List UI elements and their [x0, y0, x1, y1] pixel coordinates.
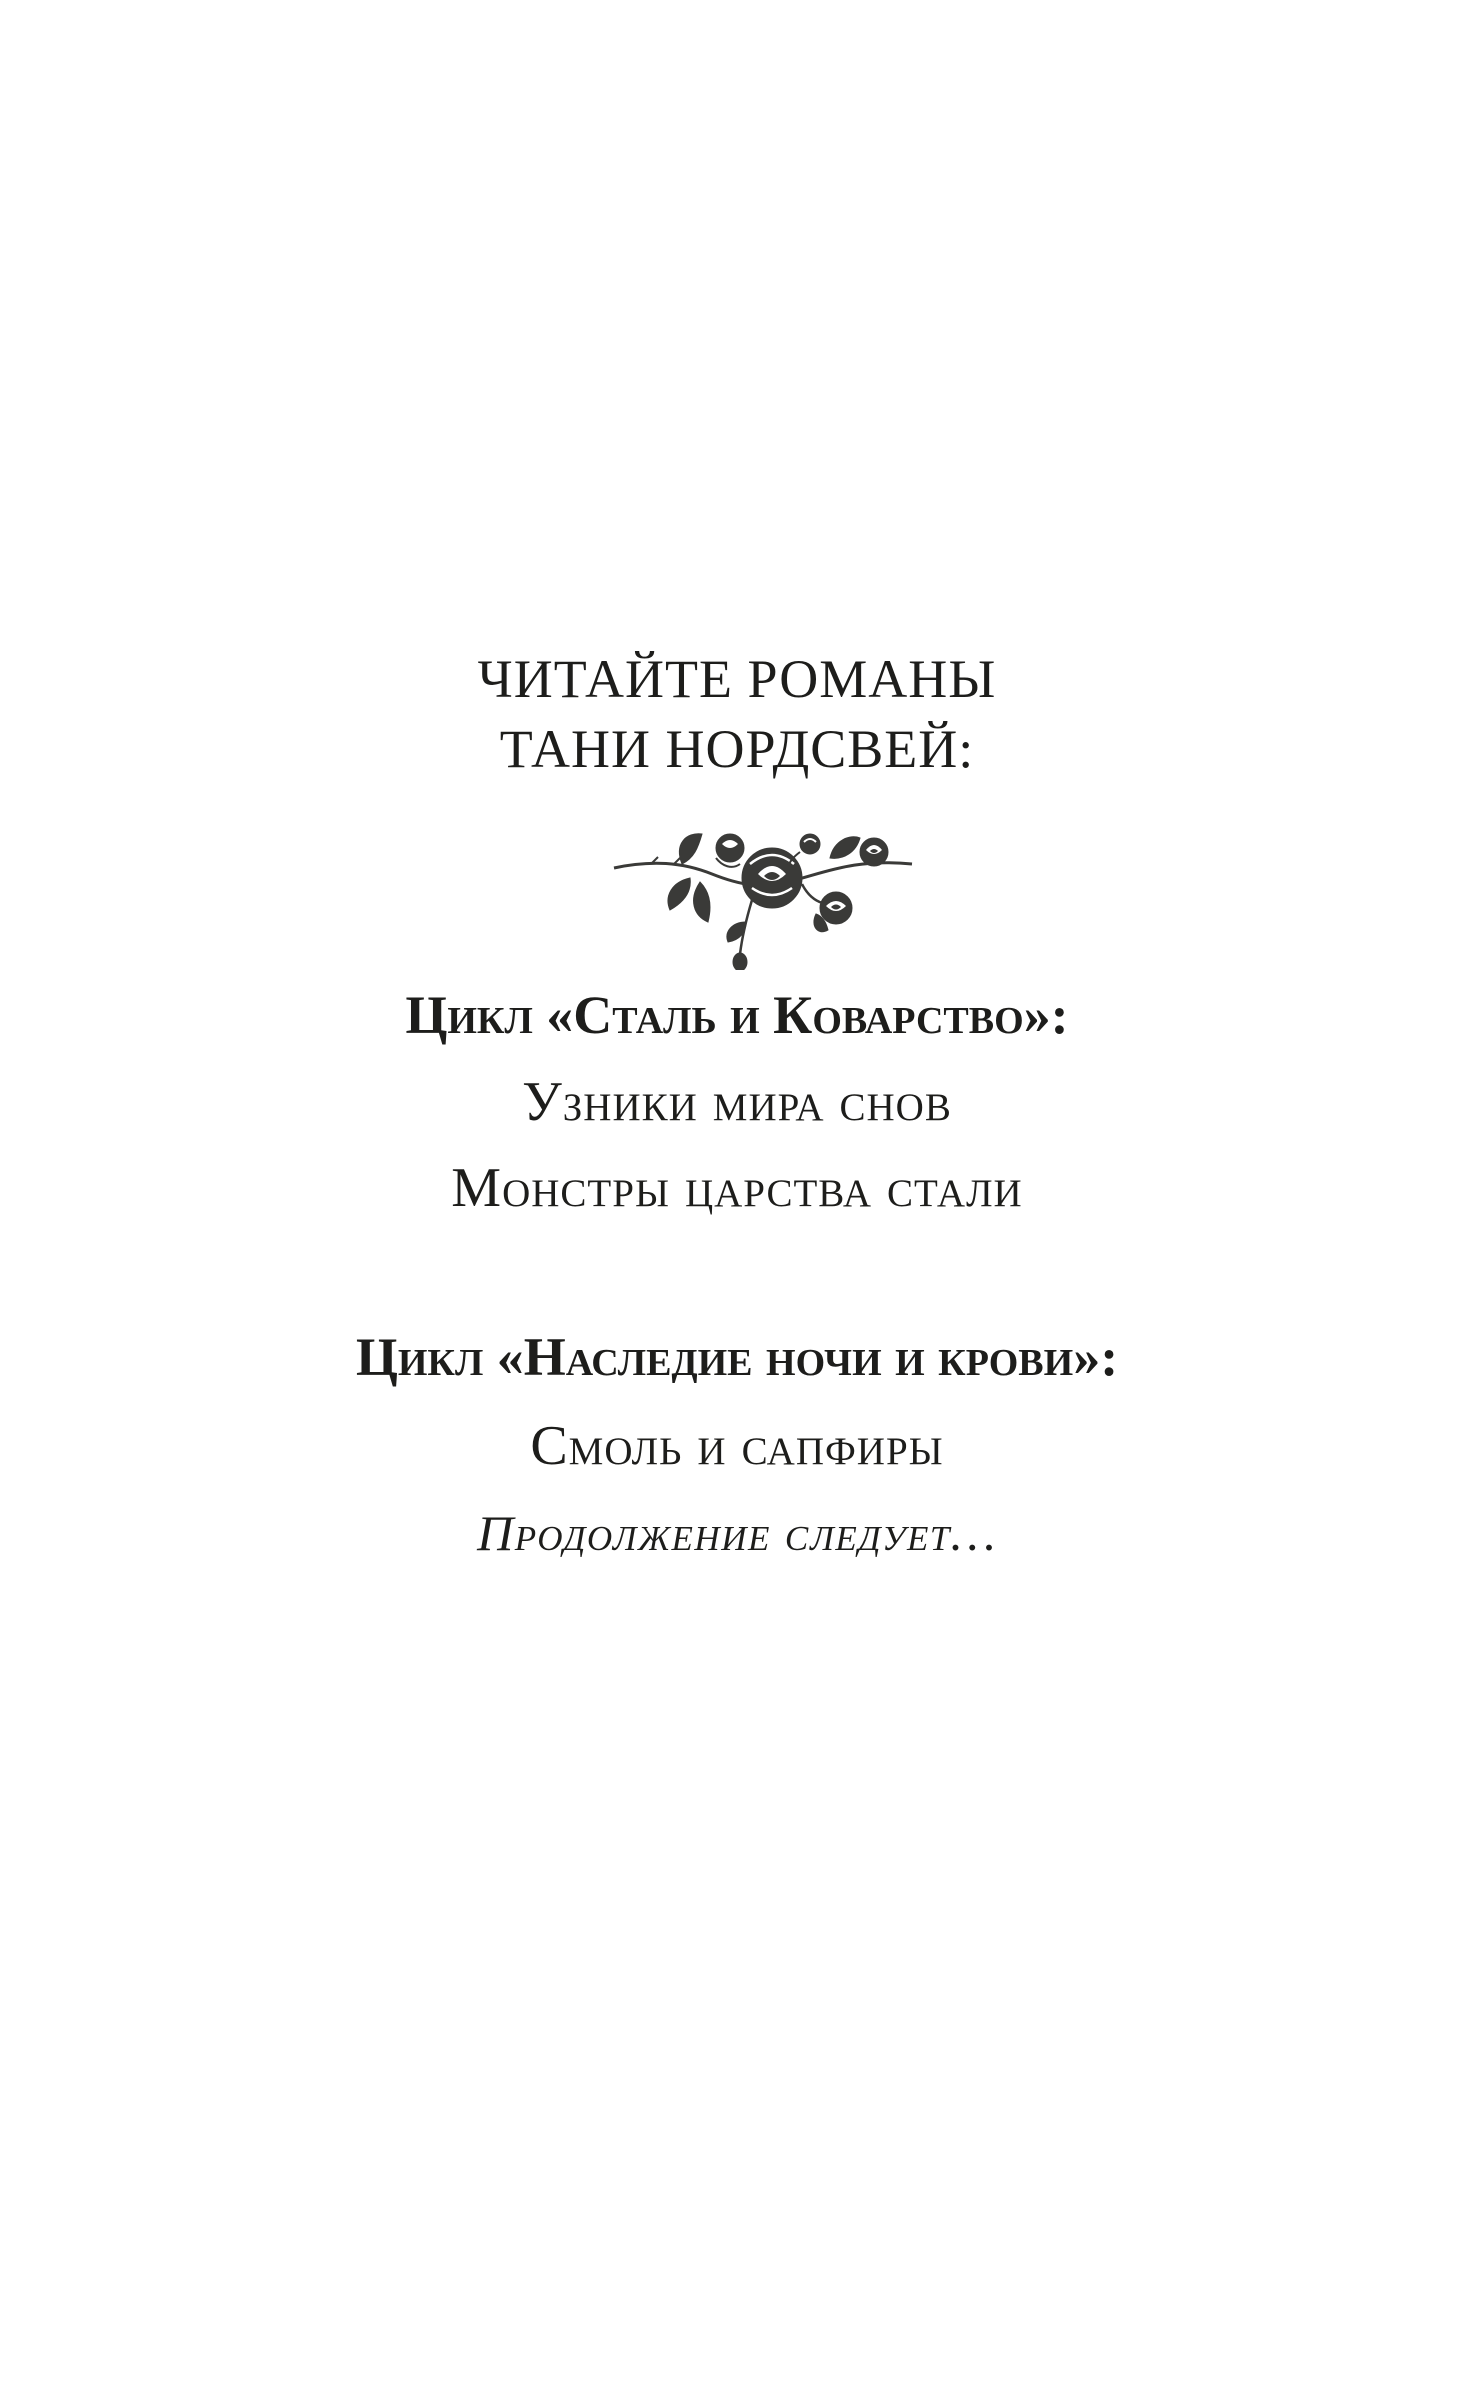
- series-1-title: Цикл «Сталь и Коварство»:: [405, 985, 1069, 1045]
- series-1-book-2: Монстры царства стали: [451, 1157, 1023, 1219]
- continuation-note: Продолжение следует…: [477, 1505, 997, 1561]
- series-1-book-1: Узники мира снов: [522, 1071, 952, 1133]
- series-2-title: Цикл «Наследие ночи и крови»:: [355, 1327, 1119, 1387]
- heading-line-2: ТАНИ НОРДСВЕЙ:: [499, 719, 975, 779]
- heading-line-1: ЧИТАЙТЕ РОМАНЫ: [477, 649, 997, 709]
- series-2-book-1: Смоль и сапфиры: [530, 1415, 944, 1477]
- rose-branch-icon: [612, 830, 922, 970]
